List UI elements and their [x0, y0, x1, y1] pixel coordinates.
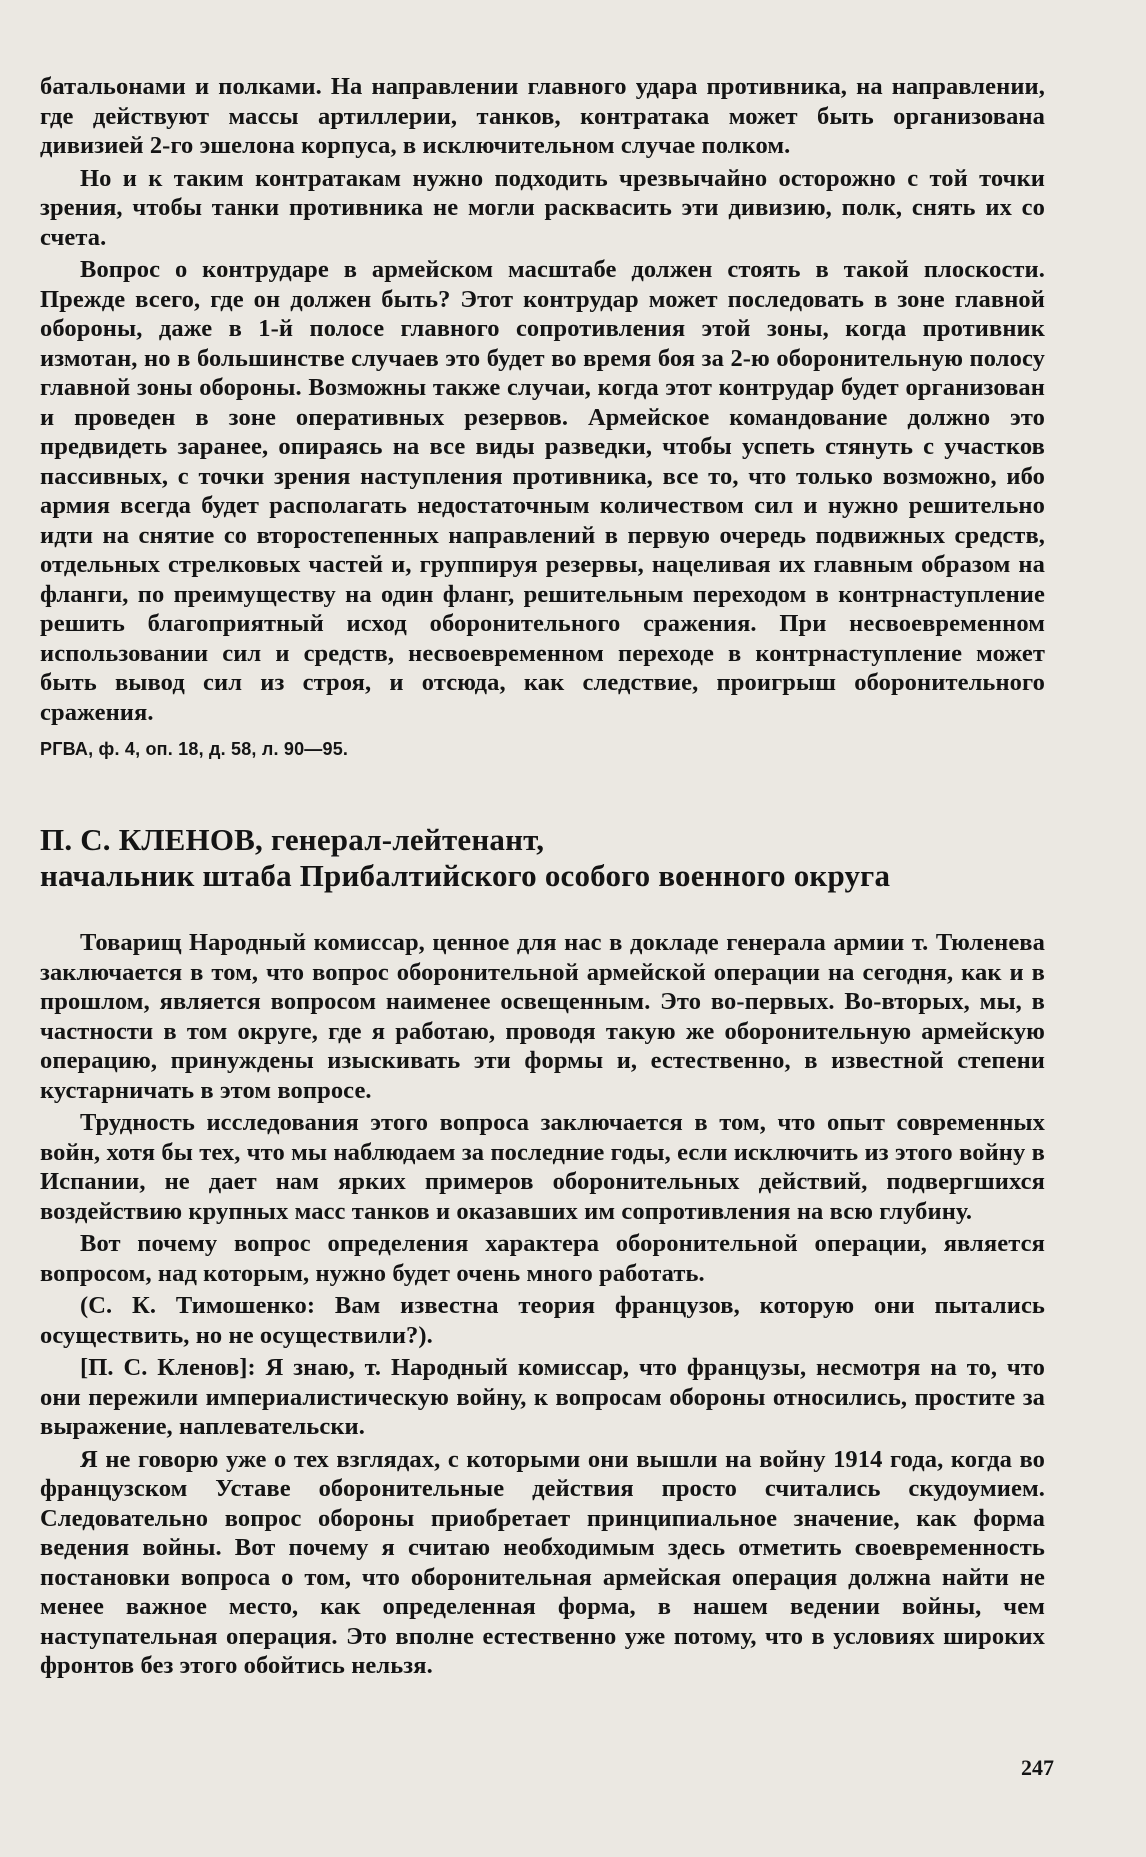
paragraph-9: Я не говорю уже о тех взглядах, с которыми они вышли на войну 1914 года, когда во французском Уставе оборонительные действия просто считались скудоумием. Следовательно вопрос обороны приобретает принципиальное значение, как форма ведения войны. Вот почему я считаю необходимым здесь отметить своевременность постановки вопроса о том, что оборонительная армейская операция должна найти не менее важное место, как определенная форма, в нашем ведении войны, чем наступательная операция. Это вполне естественно уже потому, что в условиях широких фронтов без этого обойтись нельзя.: [40, 1445, 1045, 1679]
heading-line-1: П. С. КЛЕНОВ, генерал-лейтенант,: [40, 822, 545, 857]
paragraph-6: Вот почему вопрос определения характера оборонительной операции, является вопросом, над которым, нужно будет очень много работать.: [40, 1230, 1045, 1287]
page-number: 247: [1021, 1755, 1054, 1780]
paragraph-1: батальонами и полками. На направлении главного удара противника, на направлении, где действуют массы артиллерии, танков, контратака может быть организована дивизией 2-го эшелона корпуса, в исключительном случае полком.: [40, 73, 1045, 159]
paragraph-3: Вопрос о контрударе в армейском масштабе должен стоять в такой плоскости. Прежде всего, где он должен быть? Этот контрудар может последовать в зоне главной обороны, даже в 1-й полосе главного сопротивления этой зоны, когда противник измотан, но в большинстве случаев это будет во время боя за 2-ю оборонительную полосу главной зоны обороны. Возможны также случаи, когда этот контрудар будет организован и проведен в зоне оперативных резервов. Армейское командование должно это предвидеть заранее, опираясь на все виды разведки, чтобы успеть стянуть с участков пассивных, с точки зрения наступления противника, все то, что только возможно, ибо армия всегда будет располагать недостаточным количеством сил и нужно решительно идти на снятие со второстепенных направлений в первую очередь подвижных средств, отдельных стрелковых частей и, группируя резервы, нацеливая их главным образом на фланги, по преимуществу на один фланг, решительным переходом в контрнаступление решить благоприятный исход оборонительного сражения. При несвоевременном использовании сил и средств, несвоевременном переходе в контрнаступление может быть вывод сил из строя, и отсюда, как следствие, проигрыш оборонительного сражения.: [40, 256, 1045, 726]
section-heading: [40, 822, 1045, 894]
paragraph-2: Но и к таким контратакам нужно подходить чрезвычайно осторожно с той точки зрения, чтобы танки противника не могли расквасить эти дивизию, полк, снять их со счета.: [40, 164, 1045, 251]
paragraph-8: [П. С. Кленов]: Я знаю, т. Народный комиссар, что французы, несмотря на то, что они пережили империалистическую войну, к вопросам обороны относились, простите за выражение, наплевательски.: [40, 1354, 1045, 1440]
archive-source-reference: РГВА, ф. 4, оп. 18, д. 58, л. 90—95.: [40, 739, 349, 759]
text-column: [40, 72, 1045, 1681]
heading-line-2: начальник штаба Прибалтийского особого военного округа: [40, 858, 891, 893]
paragraph-4: Товарищ Народный комиссар, ценное для нас в докладе генерала армии т. Тюленева заключается в том, что вопрос оборонительной армейской операции на сегодня, как и в прошлом, является вопросом наименее освещенным. Это во-первых. Во-вторых, мы, в частности в том округе, где я работаю, проводя такую же оборонительную армейскую операцию, принуждены изыскивать эти формы и, естественно, в известной степени кустарничать в этом вопросе.: [40, 929, 1045, 1104]
paragraph-7-remark: (С. К. Тимошенко: Вам известна теория французов, которую они пытались осуществить, но не осуществили?).: [40, 1292, 1045, 1349]
paragraph-5: Трудность исследования этого вопроса заключается в том, что опыт современных войн, хотя бы тех, что мы наблюдаем за последние годы, если исключить из этого войну в Испании, не дает нам ярких примеров оборонительных действий, подвергшихся воздействию крупных масс танков и оказавших им сопротивления на всю глубину.: [40, 1109, 1045, 1225]
